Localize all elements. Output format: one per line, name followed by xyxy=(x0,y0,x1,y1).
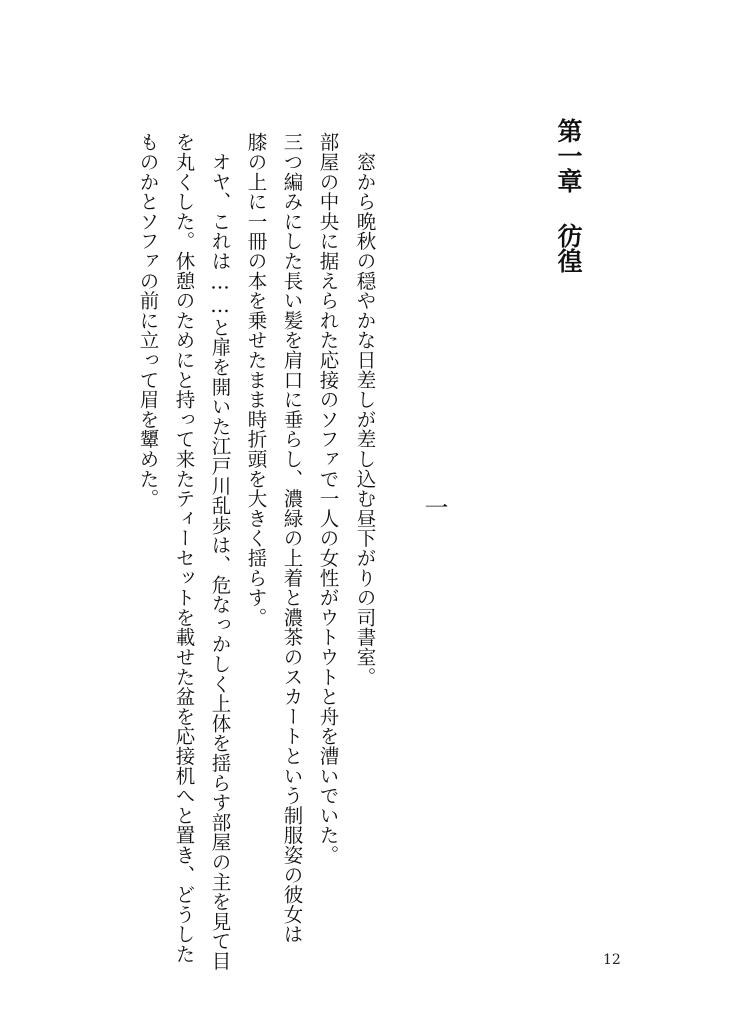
body-line-7: ものかとソファの前に立って眉を顰めた。 xyxy=(136,132,160,509)
chapter-number-label: 第一章 xyxy=(554,118,583,193)
body-line-4: 膝の上に一冊の本を乗せたまま時折頭を大きく揺らす。 xyxy=(244,132,268,627)
body-line-3: 三つ編みにした長い髪を肩口に垂らし、濃緑の上着と濃茶のスカートという制服姿の彼女は xyxy=(280,132,304,944)
chapter-heading xyxy=(556,118,581,273)
body-line-2: 部屋の中央に据えられた応接のソファで一人の女性がウトウトと舟を漕いでいた。 xyxy=(316,132,340,865)
chapter-title: 彷徨 xyxy=(554,223,583,273)
section-number: 一 xyxy=(420,495,448,519)
page-number: 12 xyxy=(603,952,621,968)
body-line-5: オヤ、これは……と扉を開いた江戸川乱歩は、危なっかしく上体を揺らす部屋の主を見て目 xyxy=(208,132,232,971)
body-line-6: を丸くした。休憩のためにと持って来たティーセットを載せた盆を応接机へと置き、どうした xyxy=(172,132,196,964)
body-line-1: 窓から晩秋の穏やかな日差しが差し込む昼下がりの司書室。 xyxy=(353,132,377,687)
